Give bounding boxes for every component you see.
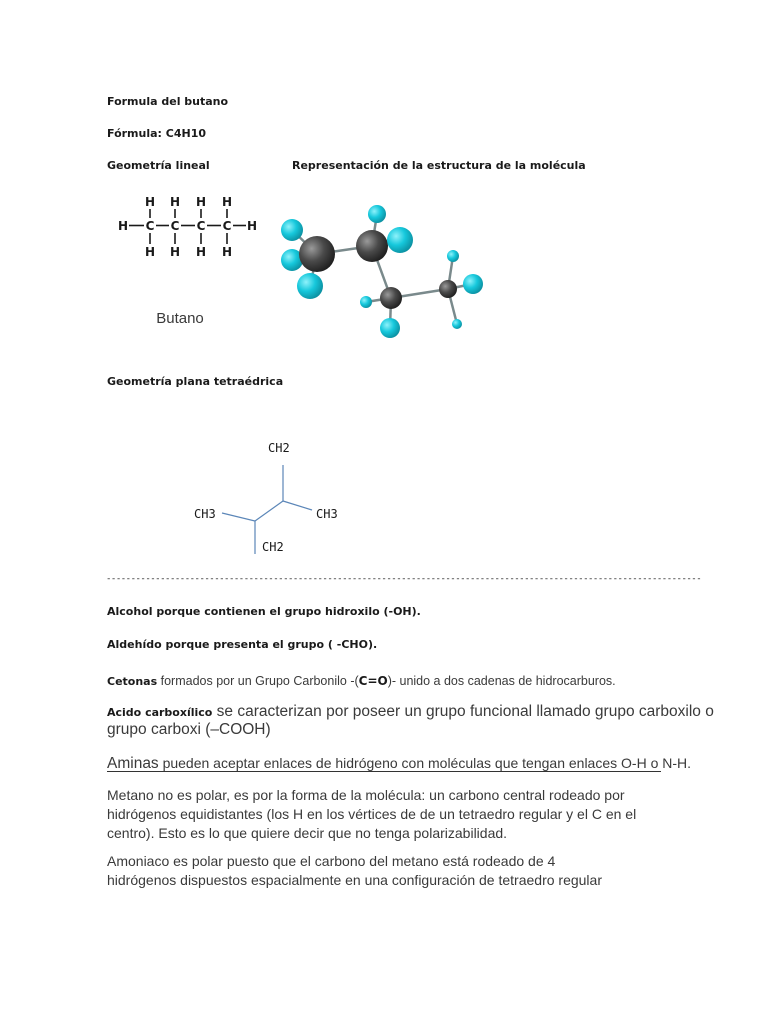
geometry-linear-heading: Geometría lineal [107,159,210,172]
amoniaco-paragraph: Amoniaco es polar puesto que el carbono del metano está rodeado de 4 hidrógenos dispuestos espacialmente en una configuración de tetraedro regular [107,853,602,888]
hydrogen-ball [281,219,303,241]
carbon-ball [356,230,388,262]
molecule-3d-representation [280,190,490,350]
cetonas-line [107,670,616,689]
cetonas-label: Cetonas [107,675,158,688]
hydrogen-ball [360,296,372,308]
alcohol-line: Alcohol porque contienen el grupo hidroxilo (-OH). [107,605,421,618]
carbon-atom: C [170,219,180,233]
hydrogen-ball [447,250,459,262]
carbon-atom: C [145,219,155,233]
tetrahedral-heading: Geometría plana tetraédrica [107,375,284,388]
carbon-atom: C [196,219,206,233]
carbon-atom: C [222,219,232,233]
butane-structural-formula [112,190,272,330]
tetra-label-top: CH2 [268,441,290,455]
aminas-text: pueden aceptar enlaces de hidrógeno con moléculas que tengan enlaces O-H o N-H. [158,755,692,771]
hydrogen-atom: H [195,195,207,209]
carbon-ball [380,287,402,309]
butane-label: Butano [156,310,204,327]
divider-line: ------------------------------------------------------------------------------------------------------------------------- [106,574,702,584]
hydrogen-atom: H [221,245,233,259]
tetra-label-left: CH3 [194,507,216,521]
doc-title: Formula del butano [107,95,229,108]
acido-text: se caracterizan por poseer un grupo funcional llamado grupo carboxilo o [212,703,714,720]
acido-line [107,701,714,721]
aldehido-line: Aldehído porque presenta el grupo ( -CHO). [107,638,378,651]
hydrogen-atom: H [169,245,181,259]
representation-heading: Representación de la estructura de la molécula [292,159,586,172]
aminas-label: Aminas [107,755,159,772]
cetonas-text-end: )- unido a dos cadenas de hidrocarburos. [387,674,616,688]
hydrogen-ball [368,205,386,223]
hydrogen-atom: H [117,219,129,233]
hydrogen-atom: H [246,219,258,233]
metano-paragraph: Metano no es polar, es por la forma de la molécula: un carbono central rodeado por hidrógenos equidistantes (los H en los vértices de de un tetraedro regular y el C en el centro). Esto es lo que quiere decir que no tenga polarizabilidad. [107,787,637,841]
formula-line: Fórmula: C4H10 [107,127,207,140]
carbon-ball [299,236,335,272]
acido-label: Acido carboxílico [107,706,213,719]
cetonas-text: formados por un Grupo Carbonilo -( [157,674,359,688]
hydrogen-atom: H [221,195,233,209]
hydrogen-atom: H [144,195,156,209]
aminas-line [107,753,692,772]
hydrogen-ball [452,319,462,329]
acido-text-2: grupo carboxi (–COOH) [107,721,271,738]
hydrogen-atom: H [195,245,207,259]
hydrogen-atom: H [169,195,181,209]
tetra-label-bottom: CH2 [262,540,284,554]
carbon-ball [439,280,457,298]
hydrogen-ball [380,318,400,338]
hydrogen-ball [297,273,323,299]
hydrogen-ball [387,227,413,253]
hydrogen-ball [463,274,483,294]
carbonyl-formula: C=O [358,674,388,688]
hydrogen-atom: H [144,245,156,259]
tetra-label-right: CH3 [316,507,338,521]
